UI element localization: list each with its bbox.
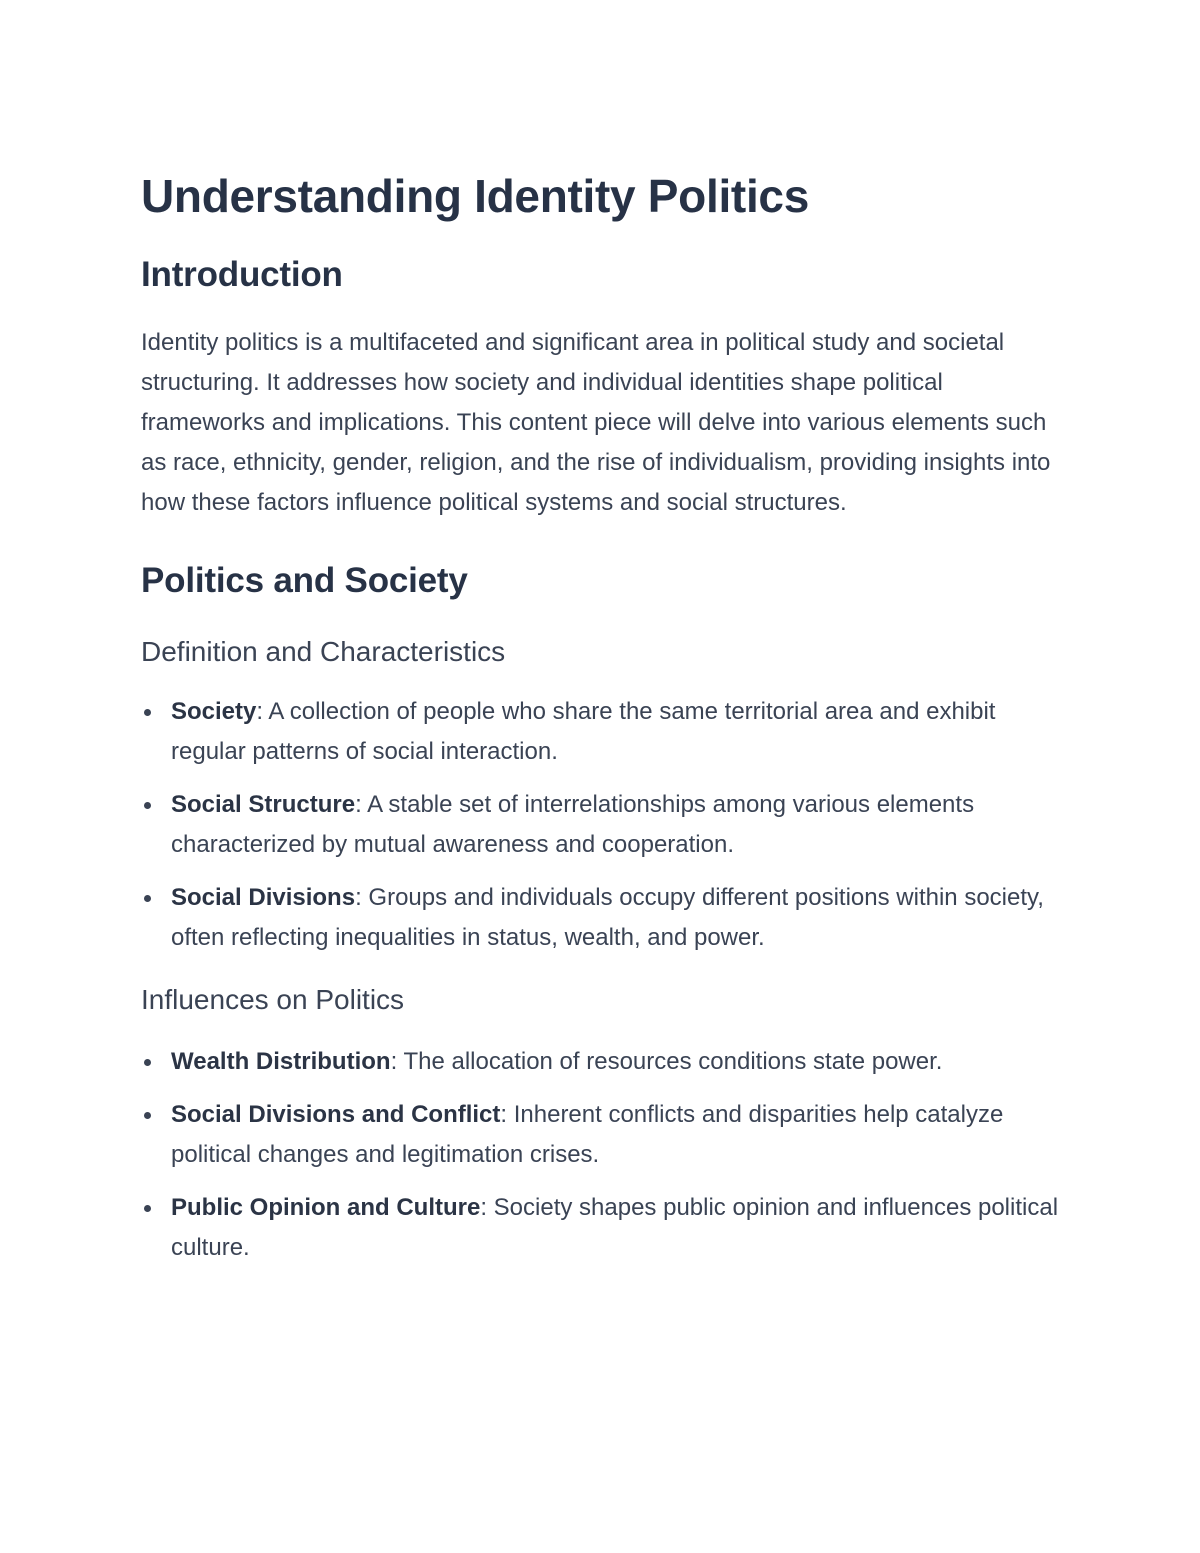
bullet-icon [144,1112,151,1119]
bullet-icon [144,1205,151,1212]
list-item-text: : Groups and individuals occupy different positions within society, often reflecting inequalities in status, wealth, and power. [171,884,1044,951]
bullet-icon [144,1059,151,1066]
list-item-text: : Inherent conflicts and disparities help catalyze political changes and legitimation crises. [171,1101,1004,1168]
list-item [141,1188,1060,1268]
introduction-paragraph: Identity politics is a multifaceted and significant area in political study and societal structuring. It addresses how society and individual identities shape political frameworks and implications. This content piece will delve into various elements such as race, ethnicity, gender, religion, and the rise of individualism, providing insights into how these factors influence political systems and social structures. [141,329,1051,516]
list-item [141,1042,1060,1082]
list-item [141,1095,1060,1175]
list-item [141,878,1060,958]
influences-list [141,1042,1060,1268]
influences-heading: Influences on Politics [141,984,405,1015]
list-item-term: Wealth Distribution [171,1048,391,1075]
document-title: Understanding Identity Politics [141,170,809,222]
list-item [141,785,1060,865]
list-item-text: : The allocation of resources conditions state power. [390,1048,943,1075]
list-item-term: Public Opinion and Culture [171,1194,481,1221]
introduction-heading: Introduction [141,255,343,294]
bullet-icon [144,802,151,809]
list-item-text: : A stable set of interrelationships among various elements characterized by mutual awareness and cooperation. [171,791,975,858]
list-item-term: Society [171,698,257,725]
list-item-text: : Society shapes public opinion and influences political culture. [171,1194,1059,1261]
bullet-icon [144,709,151,716]
definition-heading: Definition and Characteristics [141,636,506,667]
bullet-icon [144,895,151,902]
definition-list [141,692,1060,958]
list-item-term: Social Structure [171,791,356,818]
list-item [141,692,1060,772]
list-item-term: Social Divisions and Conflict [171,1101,501,1128]
list-item-text: : A collection of people who share the same territorial area and exhibit regular patterns of social interaction. [171,698,996,765]
list-item-term: Social Divisions [171,884,356,911]
politics-and-society-heading: Politics and Society [141,561,468,600]
